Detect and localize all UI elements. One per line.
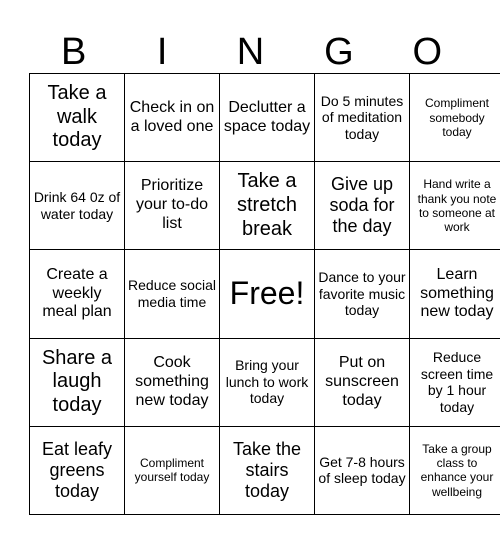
bingo-grid (29, 73, 500, 515)
bingo-cell[interactable]: Give up soda for the day (315, 162, 410, 250)
bingo-cell[interactable]: Eat leafy greens today (30, 426, 125, 514)
header-letter-i: I (156, 31, 169, 73)
bingo-cell[interactable]: Take a walk today (30, 74, 125, 162)
header-letter-g: G (324, 31, 355, 73)
bingo-cell[interactable]: Put on sunscreen today (315, 338, 410, 426)
bingo-cell[interactable]: Compliment somebody today (410, 74, 500, 162)
bingo-cell[interactable]: Take a stretch break (220, 162, 315, 250)
bingo-cell[interactable]: Reduce screen time by 1 hour today (410, 338, 500, 426)
bingo-cell[interactable]: Bring your lunch to work today (220, 338, 315, 426)
bingo-cell[interactable]: Dance to your favorite music today (315, 250, 410, 338)
bingo-cell[interactable]: Share a laugh today (30, 338, 125, 426)
bingo-cell[interactable]: Check in on a loved one (125, 74, 220, 162)
bingo-cell[interactable]: Drink 64 0z of water today (30, 162, 125, 250)
bingo-cell[interactable]: Prioritize your to-do list (125, 162, 220, 250)
bingo-row-1 (30, 74, 500, 162)
bingo-row-2 (30, 162, 500, 250)
bingo-cell[interactable]: Compliment yourself today (125, 426, 220, 514)
bingo-cell[interactable]: Take a group class to enhance your wellbeing (410, 426, 500, 514)
bingo-cell[interactable]: Hand write a thank you note to someone at work (410, 162, 500, 250)
bingo-cell[interactable]: Cook something new today (125, 338, 220, 426)
bingo-cell[interactable]: Take the stairs today (220, 426, 315, 514)
bingo-row-4 (30, 338, 500, 426)
header-letter-n: N (236, 31, 266, 73)
bingo-row-5 (30, 426, 500, 514)
bingo-cell[interactable]: Do 5 minutes of meditation today (315, 74, 410, 162)
bingo-cell[interactable]: Create a weekly meal plan (30, 250, 125, 338)
bingo-cell[interactable]: Declutter a space today (220, 74, 315, 162)
bingo-cell[interactable]: Reduce social media time (125, 250, 220, 338)
bingo-header (30, 30, 472, 74)
header-letter-b: B (61, 31, 88, 73)
header-letter-o: O (412, 31, 444, 73)
bingo-cell[interactable]: Learn something new today (410, 250, 500, 338)
bingo-cell[interactable]: Get 7-8 hours of sleep today (315, 426, 410, 514)
free-space[interactable]: Free! (220, 250, 315, 338)
bingo-row-3 (30, 250, 500, 338)
